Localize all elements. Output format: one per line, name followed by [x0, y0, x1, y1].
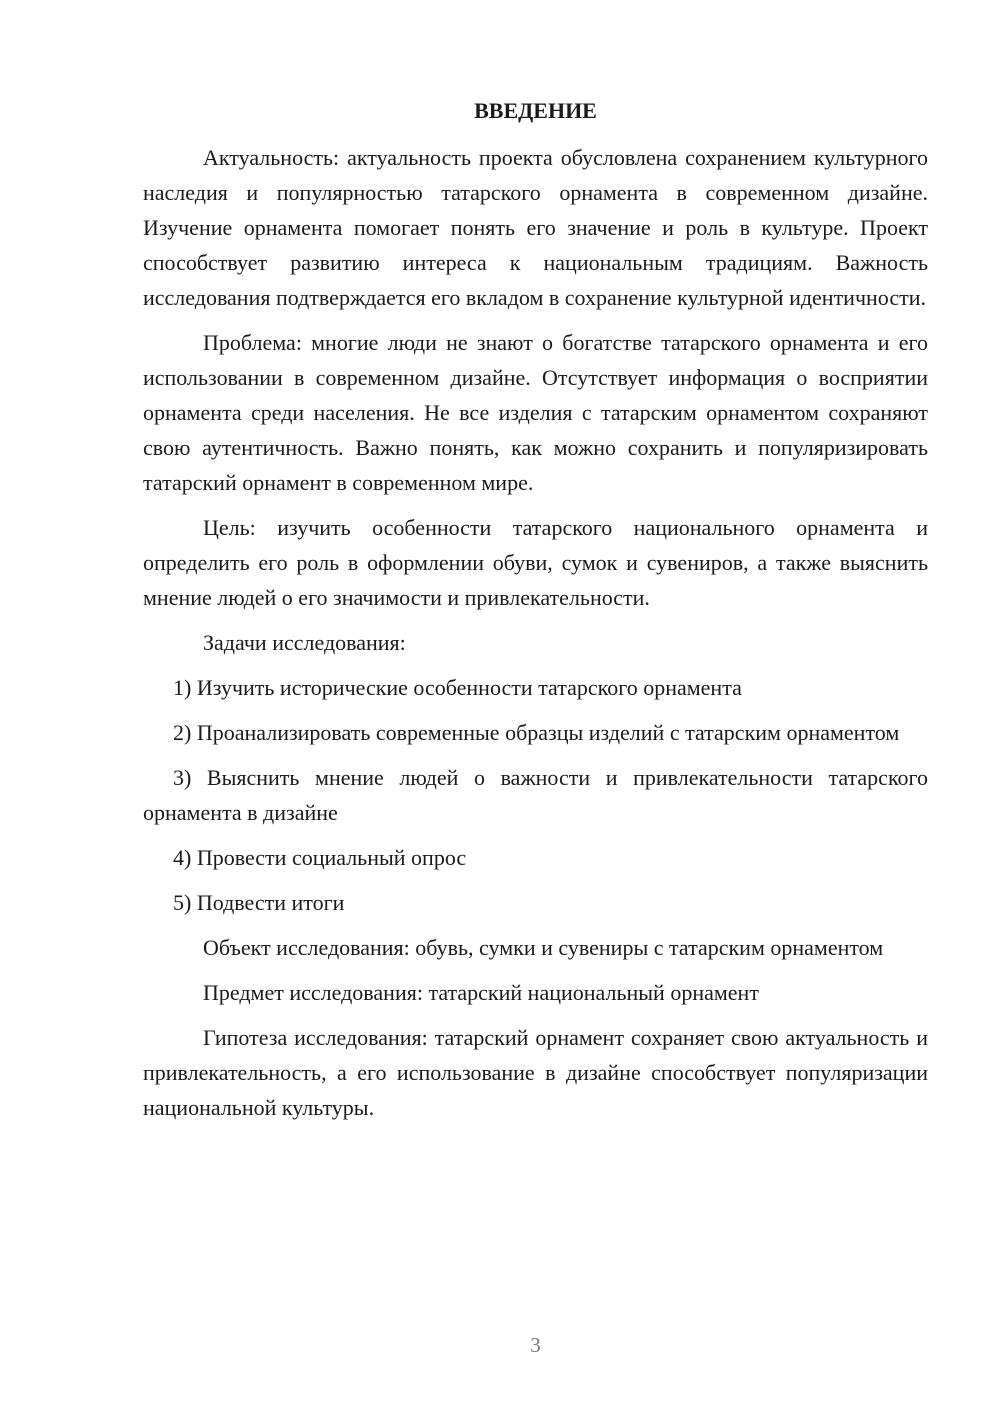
- relevance-paragraph: Актуальность: актуальность проекта обусловлена сохранением культурного наследия и популярностью татарского орнамента в современном дизайне. Изучение орнамента помогает понять его значение и роль в культуре. Проект способствует развитию интереса к национальным традициям. Важность исследования подтверждается его вкладом в сохранение культурной идентичности.: [143, 145, 928, 310]
- problem-paragraph: Проблема: многие люди не знают о богатстве татарского орнамента и его использовании в современном дизайне. Отсутствует информация о восприятии орнамента среди населения. Не все изделия с татарским орнаментом сохраняют свою аутентичность. Важно понять, как можно сохранить и популяризировать татарский орнамент в современном мире.: [143, 330, 928, 495]
- task-item-3: 3) Выяснить мнение людей о важности и привлекательности татарского орнамента в дизайне: [143, 765, 928, 825]
- tasks-heading: Задачи исследования:: [203, 630, 406, 655]
- task-item-4: 4) Провести социальный опрос: [173, 845, 467, 870]
- document-page: [143, 94, 928, 1135]
- object-paragraph: Объект исследования: обувь, сумки и сувениры с татарским орнаментом: [203, 935, 884, 960]
- task-item-1: 1) Изучить исторические особенности татарского орнамента: [173, 675, 742, 700]
- goal-paragraph: Цель: изучить особенности татарского национального орнамента и определить его роль в оформлении обуви, сумок и сувениров, а также выяснить мнение людей о его значимости и привлекательности.: [143, 515, 928, 610]
- task-item-5: 5) Подвести итоги: [173, 890, 345, 915]
- task-item-2: 2) Проанализировать современные образцы изделий с татарским орнаментом: [173, 720, 900, 745]
- subject-paragraph: Предмет исследования: татарский национальный орнамент: [203, 980, 759, 1005]
- hypothesis-paragraph: Гипотеза исследования: татарский орнамент сохраняет свою актуальность и привлекательность, а его использование в дизайне способствует популяризации национальной культуры.: [143, 1025, 928, 1120]
- page-title: ВВЕДЕНИЕ: [474, 98, 597, 123]
- page-number: 3: [530, 1333, 541, 1357]
